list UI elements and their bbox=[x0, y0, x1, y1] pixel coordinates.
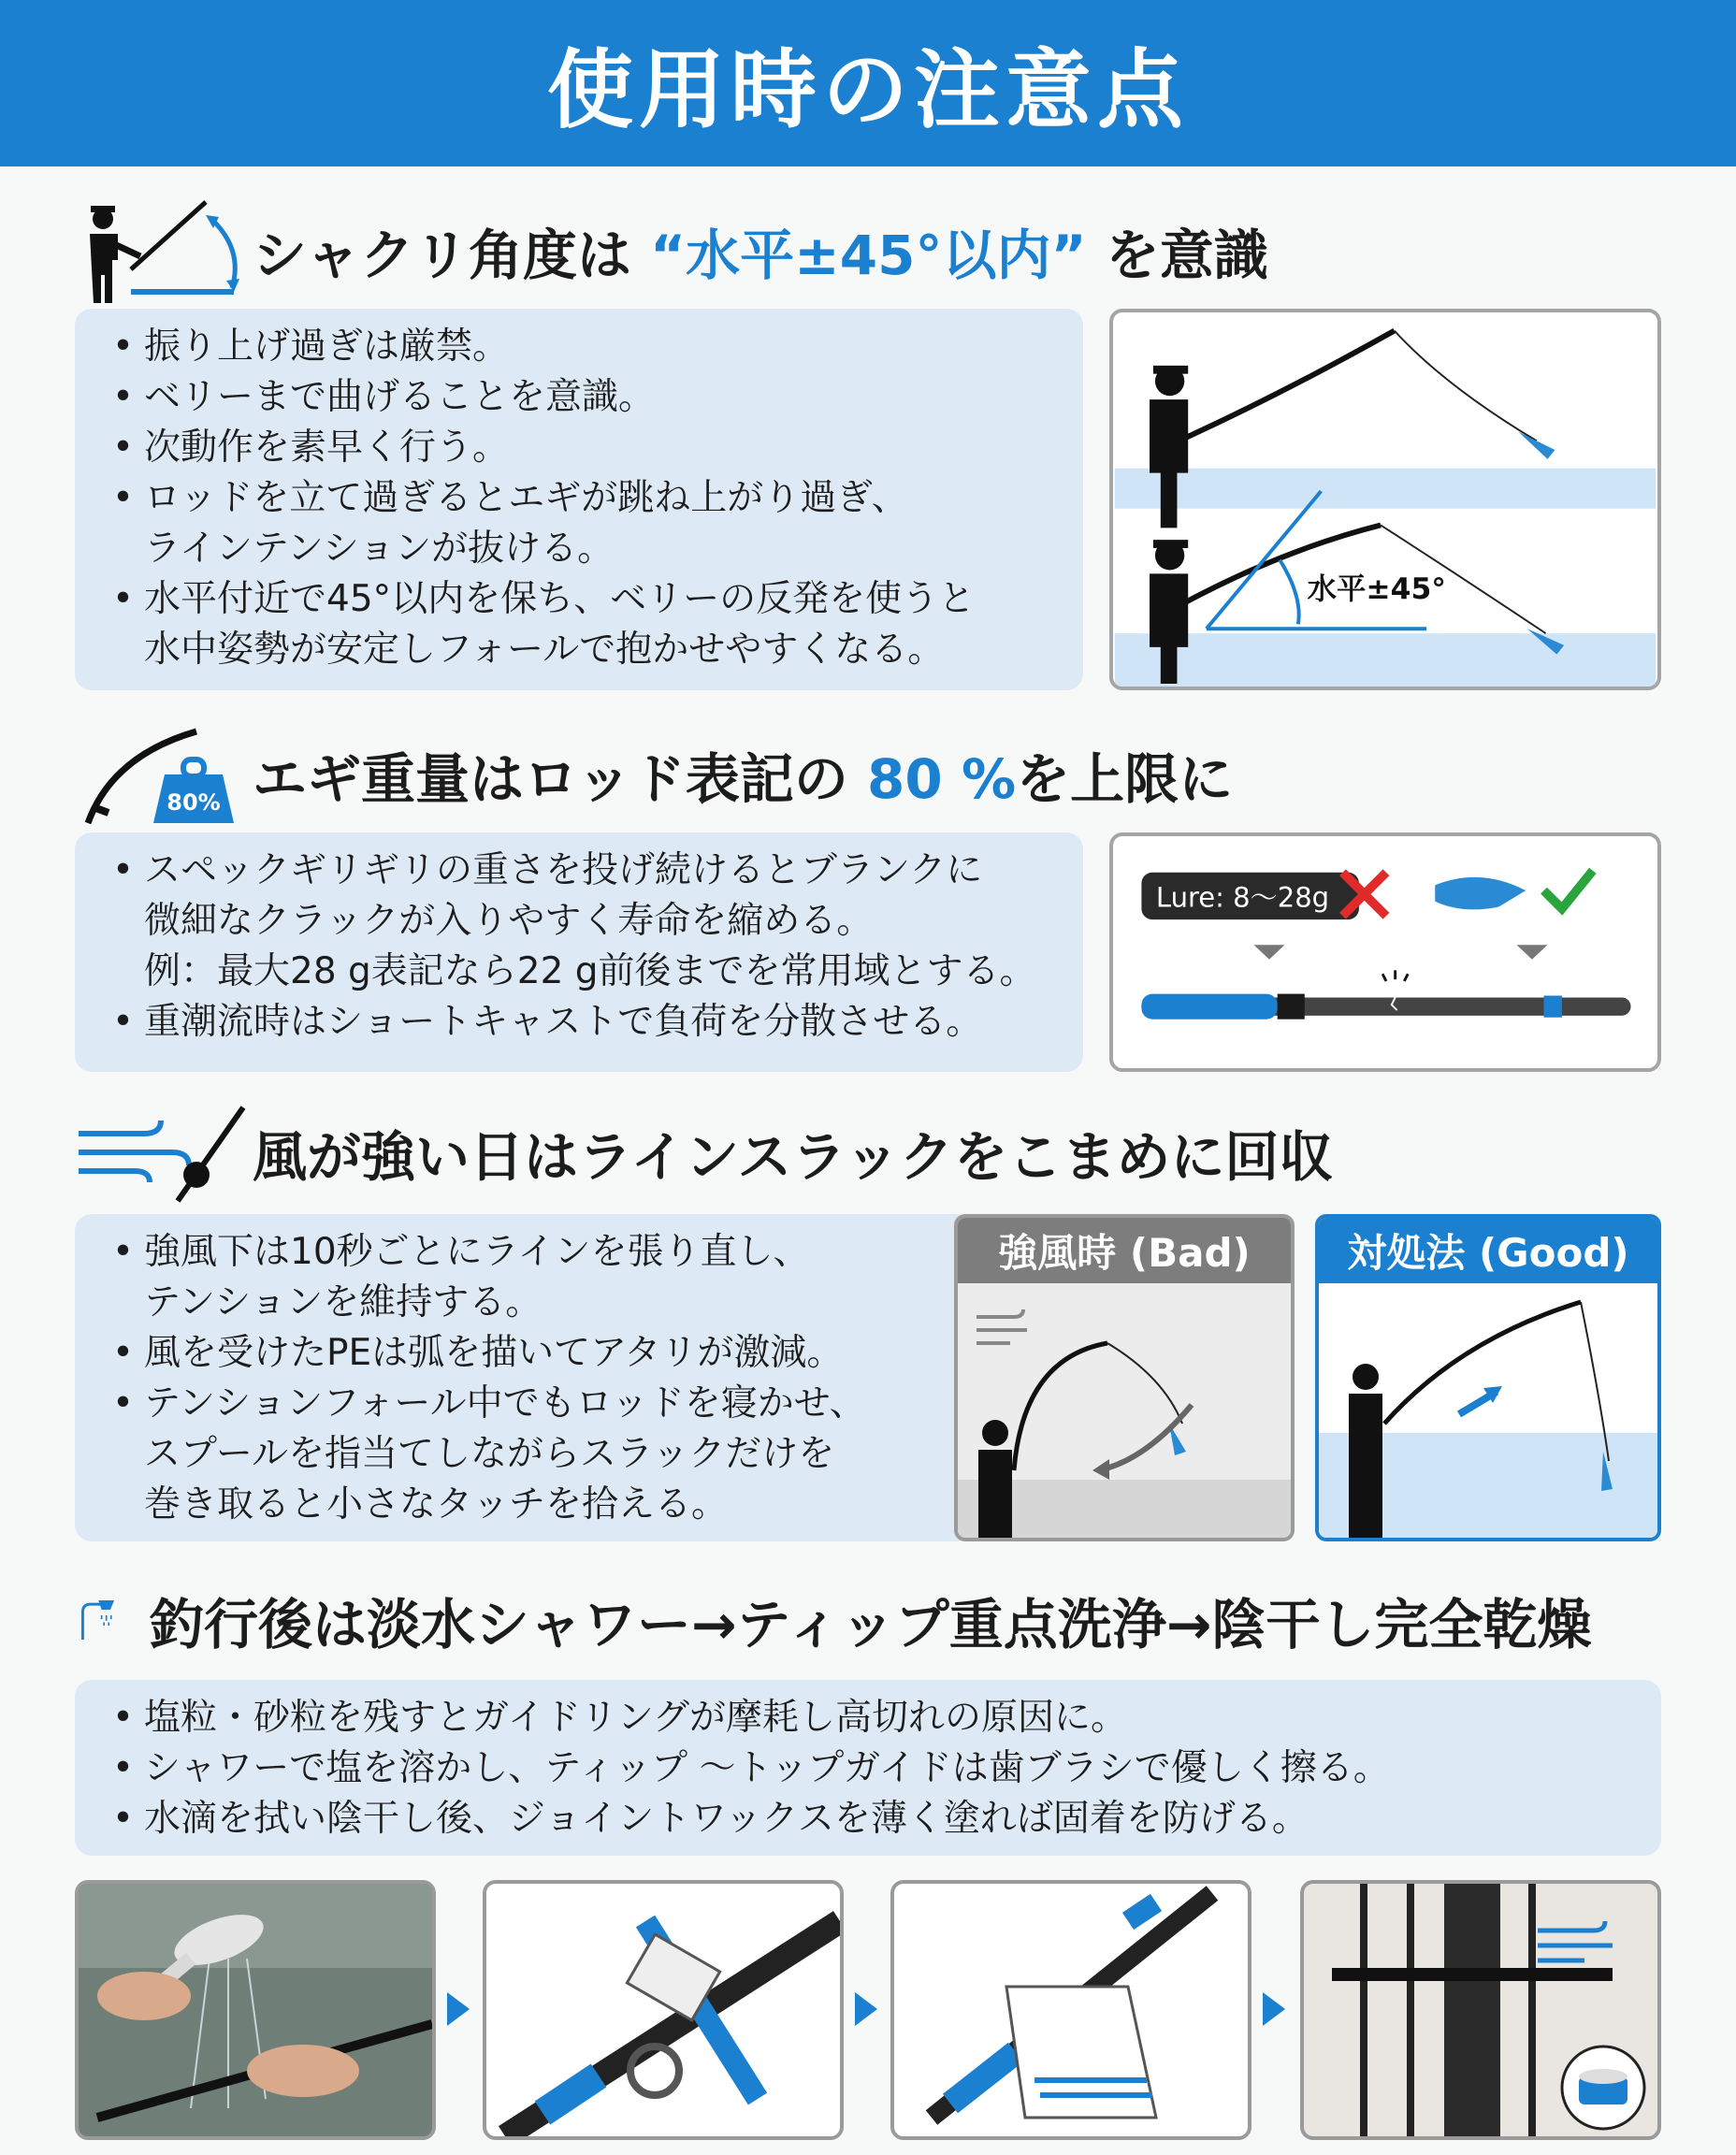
section-2-heading bbox=[75, 718, 1233, 831]
bad-example-panel bbox=[954, 1214, 1295, 1541]
step-arrow-icon bbox=[855, 1992, 877, 2026]
step-wipe-rod bbox=[890, 1880, 1251, 2140]
good-example-label: 対処法 (Good) bbox=[1319, 1218, 1657, 1283]
section-3-notes bbox=[75, 1214, 973, 1541]
angler-angle-icon bbox=[75, 195, 253, 307]
step-arrow-icon bbox=[447, 1992, 470, 2026]
section-4-title: 釣行後は淡水シャワー→ティップ重点洗浄→陰干し完全乾燥 bbox=[150, 1593, 1592, 1656]
angle-label: 水平±45° bbox=[1307, 571, 1446, 606]
section-1-title: シャクリ角度は bbox=[253, 224, 651, 287]
section-2-title-tail: を上限に bbox=[1016, 747, 1234, 811]
bullet-item: • スペックギリギリの重さを投げ続けるとブランクに 微細なクラックが入りやすく寿命を縮める。 例：最大28 g表記なら22 g前後までを常用域とする。 bbox=[112, 846, 1055, 997]
section-3-heading bbox=[75, 1096, 1333, 1208]
bullet-item: • シャワーで塩を溶かし、ティップ 〜トップガイドは歯ブラシで優しく擦る。 bbox=[112, 1743, 1633, 1794]
section-3-title: 風が強い日はラインスラックをこまめに回収 bbox=[253, 1125, 1334, 1189]
lure-spec-label: Lure: 8〜28g bbox=[1155, 881, 1330, 914]
good-example-panel bbox=[1315, 1214, 1661, 1541]
title-banner bbox=[0, 0, 1736, 166]
bullet-item: • 塩粒・砂粒を残すとガイドリングが摩耗し高切れの原因に。 bbox=[112, 1693, 1633, 1743]
egi-lure-icon bbox=[1435, 877, 1526, 909]
bullet-item: • 水平付近で45°以内を保ち、ベリーの反発を使うと 水中姿勢が安定しフォールで抱かせやすくなる。 bbox=[112, 574, 1055, 675]
section-1-notes bbox=[75, 309, 1083, 690]
check-icon bbox=[1544, 871, 1593, 909]
bullet-item: • ロッドを立て過ぎるとエギが跳ね上がり過ぎ、 ラインテンションが抜ける。 bbox=[112, 473, 1055, 574]
section-4-heading bbox=[75, 1564, 1591, 1676]
shower-icon bbox=[75, 1564, 150, 1676]
angle-illustration bbox=[1109, 309, 1661, 690]
step-arrow-icon bbox=[1263, 1992, 1285, 2026]
bad-example-label: 強風時 (Bad) bbox=[958, 1218, 1291, 1283]
section-2-title-accent: 80 % bbox=[867, 747, 1017, 811]
bullet-item: • 振り上げ過ぎは厳禁。 bbox=[112, 322, 1055, 372]
step-shower-photo bbox=[75, 1880, 436, 2140]
section-1-heading bbox=[75, 195, 1268, 307]
weight-percent-label: 80% bbox=[166, 789, 221, 816]
wind-rod-icon bbox=[75, 1096, 253, 1208]
section-4-notes bbox=[75, 1680, 1661, 1856]
section-1-title-accent: “水平±45°以内” bbox=[650, 224, 1087, 287]
bullet-item: • 風を受けたPEは弧を描いてアタリが激減。 bbox=[112, 1328, 945, 1379]
section-1-title-tail: を意識 bbox=[1086, 224, 1268, 287]
step-brush-tip bbox=[483, 1880, 844, 2140]
section-2-title: エギ重量はロッド表記の bbox=[253, 747, 868, 811]
step-dry-storage bbox=[1300, 1880, 1661, 2140]
page-title: 使用時の注意点 bbox=[546, 40, 1189, 140]
bullet-item: • 次動作を素早く行う。 bbox=[112, 423, 1055, 473]
bullet-item: • テンションフォール中でもロッドを寝かせ、 スプールを指当てしながらスラックだけを 巻き取ると小さなタッチを拾える。 bbox=[112, 1379, 945, 1530]
lure-weight-illustration bbox=[1109, 832, 1661, 1072]
bullet-item: • 水滴を拭い陰干し後、ジョイントワックスを薄く塗れば固着を防げる。 bbox=[112, 1794, 1633, 1844]
section-2-notes bbox=[75, 832, 1083, 1072]
rod-weight-icon bbox=[75, 718, 253, 831]
bullet-item: • 重潮流時はショートキャストで負荷を分散させる。 bbox=[112, 997, 1055, 1048]
bullet-item: • ベリーまで曲げることを意識。 bbox=[112, 372, 1055, 423]
bullet-item: • 強風下は10秒ごとにラインを張り直し、 テンションを維持する。 bbox=[112, 1227, 945, 1328]
